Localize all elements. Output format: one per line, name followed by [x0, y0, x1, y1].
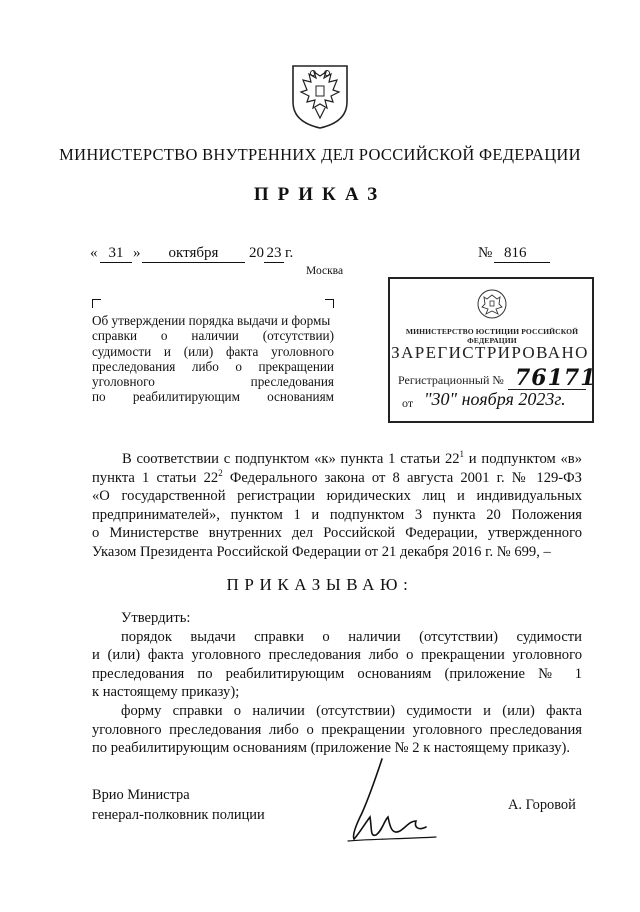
subject-line: по реабилитирующим основаниям	[92, 389, 334, 405]
stamp-emblem-icon	[476, 287, 508, 321]
stamp-from-label: от	[402, 396, 414, 410]
subject-line: судимости и (или) факта уголовного	[92, 343, 334, 359]
subject-line: справки о наличии (отсутствии)	[92, 328, 334, 344]
stamp-reg-date: "30" ноября 2023г.	[424, 389, 566, 409]
body-line: порядок выдачи справки о наличии (отсутствии) судимости	[121, 628, 582, 645]
date-year-suffix: 23	[264, 245, 284, 263]
decree-heading: ПРИКАЗЫВАЮ:	[226, 575, 414, 594]
signatory-name: А. Горовой	[508, 797, 576, 813]
date-day: 31	[100, 245, 132, 263]
body-line: уголовного преследования либо о прекращении уголовного преследования	[92, 721, 582, 738]
preamble	[92, 450, 582, 562]
preamble-line: В соответствии с подпунктом «к» пункта 1 статьи $22^1$ и подпунктом «в»	[122, 449, 582, 467]
body-line: форму справки о наличии (отсутствии) судимости и (или) факта	[121, 702, 582, 719]
date-year-unit: г.	[285, 245, 294, 261]
stamp-status: ЗАРЕГИСТРИРОВАНО	[391, 343, 589, 362]
ministry-name: МИНИСТЕРСТВО ВНУТРЕННИХ ДЕЛ РОССИЙСКОЙ ФЕДЕРАЦИИ	[59, 145, 581, 164]
body-line: и (или) факта уголовного преследования либо о прекращении уголовного	[92, 647, 582, 664]
stamp-reg-label: Регистрационный №	[398, 373, 504, 387]
order-body	[92, 609, 582, 758]
position-line: генерал-полковник полиции	[92, 807, 265, 823]
order-number: 816	[494, 245, 550, 263]
document-type: ПРИКАЗ	[253, 184, 387, 205]
subject-line: Об утверждении порядка выдачи и формы	[92, 313, 331, 328]
preamble-line: пункта 1 статьи $22^2$ Федерального закона от 8 августа 2001 г. № 129-ФЗ	[92, 467, 582, 486]
order-number-label: №	[478, 245, 493, 261]
stamp-ministry: МИНИСТЕРСТВО ЮСТИЦИИ РОССИЙСКОЙ ФЕДЕРАЦИИ	[405, 327, 579, 345]
city: Москва	[306, 265, 344, 277]
preamble-line: «О государственной регистрации юридических лиц и индивидуальных	[92, 488, 582, 505]
coat-of-arms-icon	[289, 62, 351, 130]
position-line: Врио Министра	[92, 787, 190, 803]
body-line: к настоящему приказу);	[92, 684, 240, 701]
stamp-reg-number: 76171	[515, 365, 597, 391]
subject-line: уголовного преследования	[92, 374, 334, 390]
subject-corner-right	[325, 299, 334, 308]
order-subject	[92, 313, 334, 405]
preamble-line: Указом Президента Российской Федерации от 21 декабря 2016 г. № 699, –	[92, 543, 551, 560]
subject-line: преследования либо о прекращении	[92, 358, 334, 374]
body-line: по реабилитирующим основаниям (приложение № 2 к настоящему приказу).	[92, 740, 571, 757]
preamble-line: о Министерстве внутренних дел Российской Федерации, утвержденного	[92, 525, 582, 542]
preamble-line: предпринимателей», пунктом 1 и подпунктом 3 пункта 20 Положения	[92, 506, 582, 523]
body-line: преследования по реабилитирующим основаниям (приложение № 1	[92, 665, 582, 682]
date-month: октября	[142, 245, 245, 263]
signatory-position	[92, 785, 265, 825]
subject-corner-left	[92, 299, 101, 308]
handwritten-signature	[340, 755, 450, 850]
registration-stamp	[388, 277, 597, 423]
date-year-prefix: 20	[249, 245, 264, 261]
date-close-quote: »	[133, 245, 141, 261]
body-line: Утвердить:	[121, 610, 191, 626]
date-open-quote: «	[90, 245, 98, 261]
